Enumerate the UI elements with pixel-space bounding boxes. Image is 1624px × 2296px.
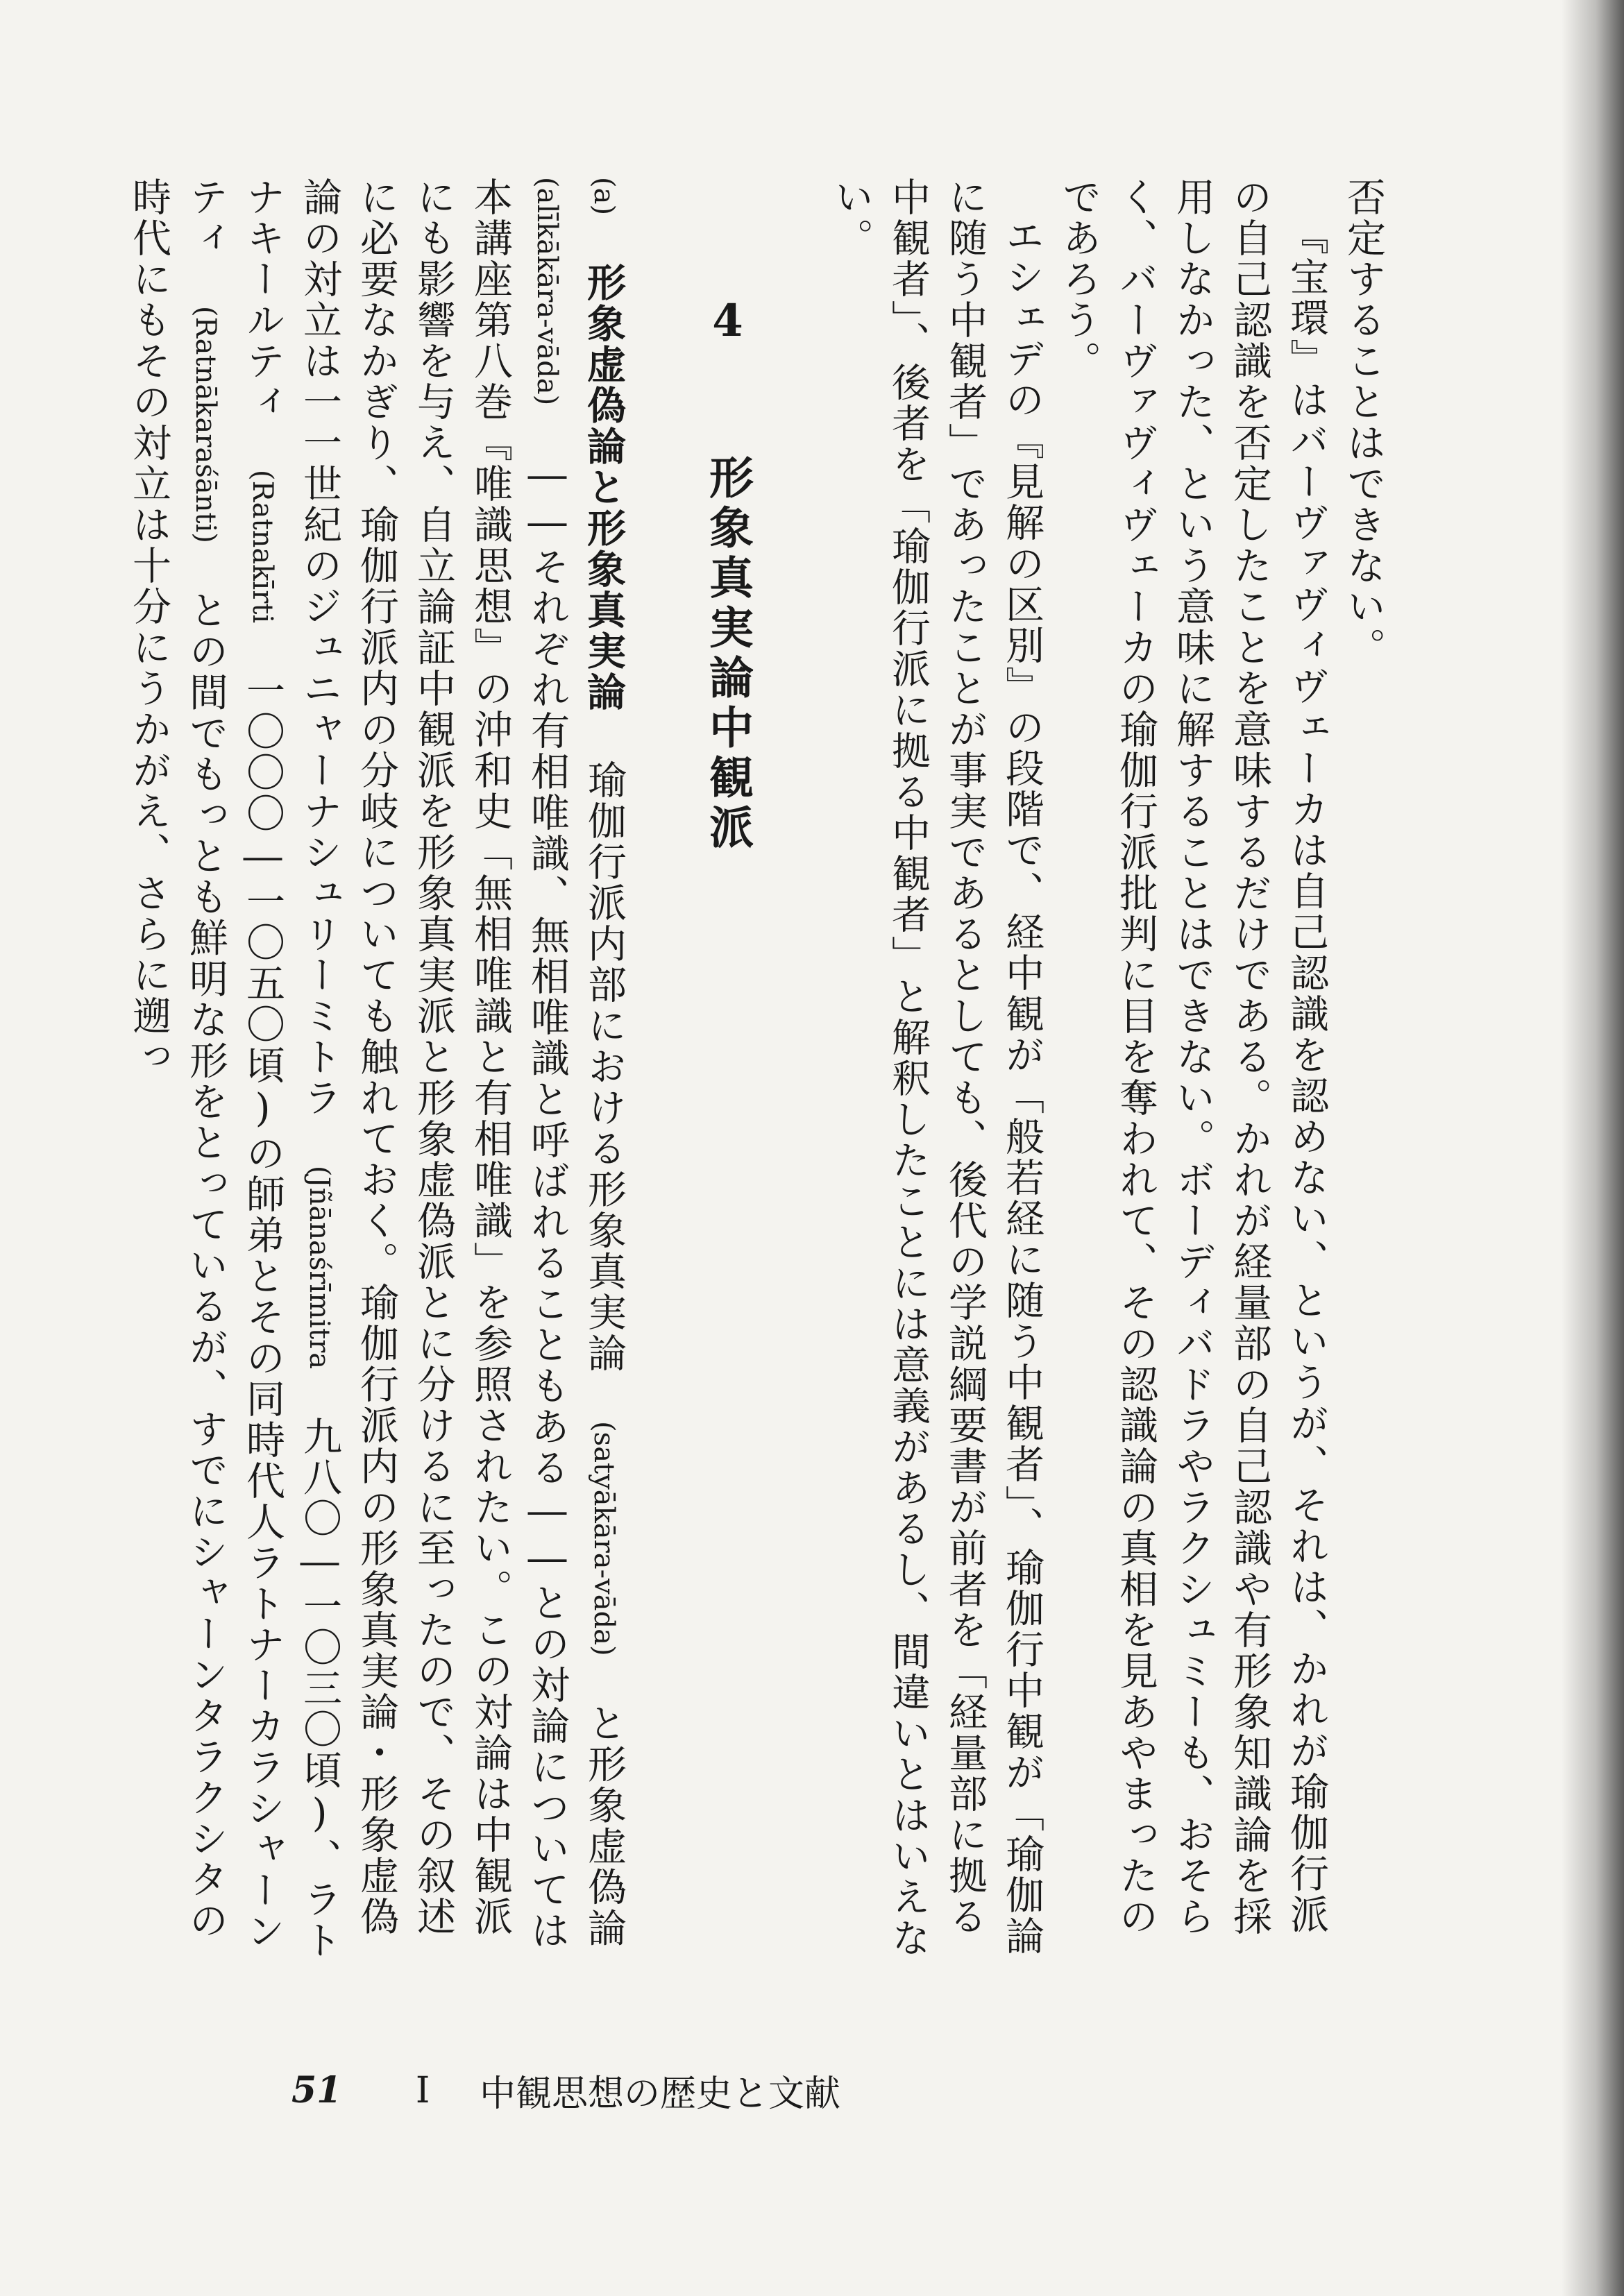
page-footer [291,2064,840,2113]
subsection-title: 形象虚偽論と形象真実論 [581,262,627,713]
latin-term: (alīkākāra-vāda) [531,177,563,406]
subsection-text: と形象虚偽論 [582,1703,627,1949]
subsection-text: ――それぞれ有相唯識、無相唯識と呼ばれることもある――との対論については本講座第八巻『唯識思想』の沖和史「無相唯識と有相唯識」を参照されたい。この対論は中観派にも影響を与え、自立論証中観派を形象真実派と形象虚偽派とに分けるに至ったので、その叙述に必要なかぎり、瑜伽行派内の分岐についても触れておく。瑜伽行派内の形象真実論・形象虚偽論の対立は一一世紀のジュニャーナシュリーミトラ [297,177,570,1952]
subsection-label: (a) [588,177,620,216]
subsection-text: 瑜伽行派内部における形象真実論 [582,760,627,1375]
latin-term: (Ratnākaraśānti) [189,306,221,543]
subsection-text: との間でもっとも鮮明な形をとっているが、すでにシャーンタラクシタの時代にもその対立は十分にうかがえ、さらに遡っ [126,177,228,1941]
paragraph-hokan: 『宝環』はバーヴァヴィヴェーカは自己認識を認めない、というが、それは、かれが瑜伽行派の自己認識を否定したことを意味するだけである。かれが経量部の自己認識や有形象知識論を採用しなかった、という意味に解することはできない。ボーディバドラやラクシュミーも、おそらく、バーヴァヴィヴェーカの瑜伽行派批判に目を奪われて、その認識論の真相を見あやまったのであろう。 [1056,177,1329,1937]
running-title: 中観思想の歴史と文献 [479,2073,840,2115]
latin-term: (satyākāra-vāda) [588,1421,620,1656]
subsection-text: 一〇〇〇―一〇五〇頃)の師弟とその同時代人ラトナーカラシャーンティ [183,177,285,1953]
vertical-text-body [126,177,1392,1967]
paragraph-eshede: エシェデの『見解の区別』の段階で、経中観が「般若経に随う中観者」、瑜伽行中観が「瑜伽論に随う中観者」であったことが事実であるとしても、後代の学説綱要書が前者を「経量部に拠る中観者」、後者を「瑜伽行派に拠る中観者」と解釈したことには意義があるし、間違いとはいえない。 [829,177,1044,1959]
page-spine-shadow [1562,0,1624,2296]
subsection-paragraph [120,177,632,1967]
section-number: 4 [702,295,754,352]
paragraph-continuation: 否定することはできない。 [1341,177,1386,668]
latin-term: (Ratnakīrti [246,470,278,624]
subsection-text: 九八〇―一〇三〇頃)、ラトナキールティ [240,177,342,1962]
latin-term: (Jñānaśrīmitra [303,1166,335,1370]
section-title: 形象真実論中観派 [702,454,754,854]
page-number: 51 [291,2069,342,2111]
section-heading [699,177,756,1967]
part-number: I [415,2069,430,2111]
